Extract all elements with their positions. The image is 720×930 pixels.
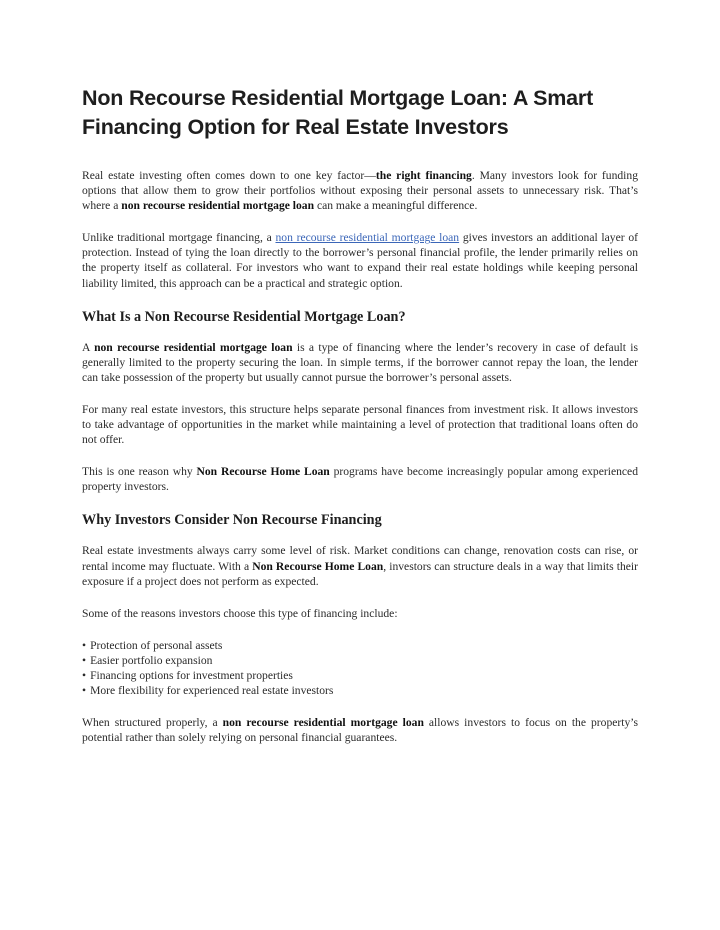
section1-paragraph-1 xyxy=(82,340,638,385)
list-item: • Easier portfolio expansion xyxy=(82,653,638,668)
intro-paragraph-1 xyxy=(82,168,638,213)
text-run: can make a meaningful difference. xyxy=(314,199,478,213)
text-run: Unlike traditional mortgage financing, a xyxy=(82,231,276,245)
intro-paragraph-2 xyxy=(82,230,638,290)
page-title: Non Recourse Residential Mortgage Loan: A Smart Financing Option for Real Estate Investors xyxy=(82,86,594,139)
text-run: is a type of financing where the lender’s recovery in case of default is generally limited to the property securing the loan. In simple terms, if the borrower cannot repay the loan, the lender can take possession of the property but usually cannot pursue the borrower’s personal assets. xyxy=(82,340,638,384)
bold-phrase: non recourse residential mortgage loan xyxy=(222,716,424,730)
text-run: When structured properly, a xyxy=(82,716,223,730)
text-run: allows investors to focus on the property’s potential rather than solely relying on personal financial guarantees. xyxy=(82,716,638,745)
section-heading-why-investors: Why Investors Consider Non Recourse Financing xyxy=(82,512,382,529)
list-item: • More flexibility for experienced real estate investors xyxy=(82,683,638,698)
text-run: Real estate investing often comes down to one key factor— xyxy=(82,169,376,182)
bold-phrase: Non Recourse Home Loan xyxy=(196,465,330,479)
bold-phrase: the right financing xyxy=(375,169,472,182)
list-item: • Financing options for investment properties xyxy=(82,668,638,683)
bold-phrase: non recourse residential mortgage loan xyxy=(94,340,293,354)
text-run: A xyxy=(82,340,95,354)
section2-paragraph-3 xyxy=(82,715,638,745)
section2-paragraph-2: Some of the reasons investors choose this type of financing include: xyxy=(82,606,398,620)
text-run: gives investors an additional layer of protection. Instead of tying the loan directly to the borrower’s personal financial profile, the lender primarily relies on the property itself as collateral. For investors who want to expand their real estate holdings while keeping personal liability limited, this approach can be a practical and strategic option. xyxy=(82,231,638,290)
text-run: , investors can structure deals in a way that limits their exposure if a project does not perform as expected. xyxy=(82,559,638,588)
list-item: • Protection of personal assets xyxy=(82,638,638,653)
bold-phrase: non recourse residential mortgage loan xyxy=(121,199,315,213)
section1-paragraph-2: For many real estate investors, this structure helps separate personal finances from investment risk. It allows investors to take advantage of opportunities in the market while maintaining a level of protection that traditional loans often do not offer. xyxy=(82,402,638,447)
text-run: Real estate investments always carry some level of risk. Market conditions can change, renovation costs can rise, or rental income may fluctuate. With a xyxy=(82,544,638,573)
loan-link[interactable]: non recourse residential mortgage loan xyxy=(275,231,460,245)
bold-phrase: Non Recourse Home Loan xyxy=(252,559,384,573)
section-heading-what-is: What Is a Non Recourse Residential Mortgage Loan? xyxy=(82,308,406,325)
text-run: . Many investors look for funding options that allow them to grow their portfolios without exposing their personal assets to unnecessary risk. That’s where a xyxy=(82,169,638,213)
reasons-list xyxy=(82,638,638,698)
section1-paragraph-3 xyxy=(82,464,638,494)
text-run: This is one reason why xyxy=(82,465,197,479)
section2-paragraph-1 xyxy=(82,543,638,588)
text-run: programs have become increasingly popular among experienced property investors. xyxy=(82,465,638,494)
